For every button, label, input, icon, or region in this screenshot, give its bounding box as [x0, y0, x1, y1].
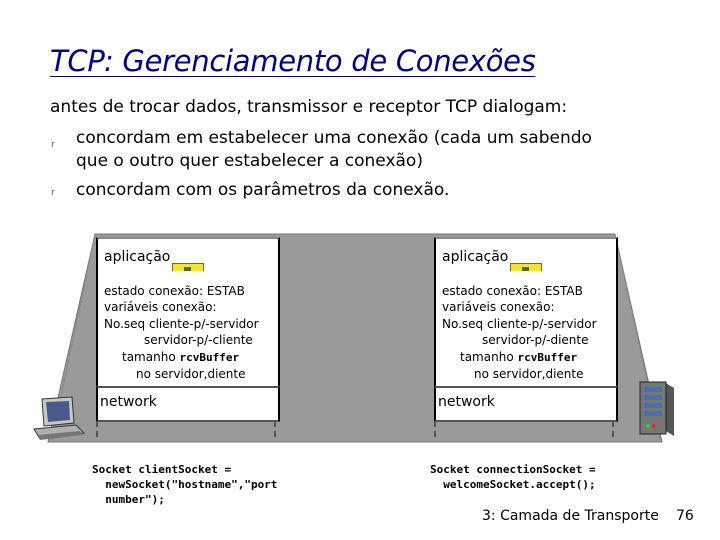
buffer-name: rcvBuffer [179, 351, 240, 364]
page-title: TCP: Gerenciamento de Conexões [50, 44, 536, 78]
tower-bay [644, 411, 662, 416]
client-link-left [96, 421, 99, 437]
client-network-layer [96, 386, 280, 422]
buffer-line [122, 349, 302, 367]
code-line: number"); [92, 493, 165, 506]
client-app-label: aplicação [104, 249, 171, 265]
state-line: estado conexão: ESTAB [442, 284, 583, 298]
tower-bay [644, 403, 662, 408]
server-state-layer [434, 271, 618, 386]
code-line: Socket clientSocket = [92, 463, 232, 476]
intro-text: antes de trocar dados, transmissor e receptor TCP dialogam: [50, 97, 568, 117]
state-line: No.seq cliente-p/-servidor [104, 317, 259, 331]
state-line: variáveis conexão: [104, 300, 217, 314]
state-line: No.seq cliente-p/-servidor [442, 317, 597, 331]
status-led [652, 424, 656, 428]
state-line: servidor-p/-cliente [144, 333, 253, 347]
buffer-line [460, 349, 640, 367]
server-app-label: aplicação [442, 249, 509, 265]
server-tower-icon [634, 378, 684, 440]
desktop-computer-icon [30, 395, 90, 445]
code-line: newSocket("hostname","port [92, 478, 278, 491]
code-line: welcomeSocket.accept(); [430, 478, 596, 491]
buffer-prefix: tamanho [460, 350, 514, 364]
buffer-name: rcvBuffer [517, 351, 578, 364]
server-network-layer [434, 386, 618, 422]
buffer-suffix: no servidor,diente [474, 367, 584, 381]
state-line: variáveis conexão: [442, 300, 555, 314]
client-network-label: network [100, 394, 157, 410]
bullet-marker: r [51, 188, 55, 198]
state-line: estado conexão: ESTAB [104, 284, 245, 298]
client-link-right [274, 421, 277, 437]
buffer-suffix: no servidor,diente [136, 367, 246, 381]
monitor-screen [46, 401, 70, 422]
server-link-left [434, 421, 437, 437]
code-line: Socket connectionSocket = [430, 463, 596, 476]
client-state-layer [96, 271, 280, 386]
server-link-right [612, 421, 615, 437]
bullet-1-line-2: que o outro quer estabelecer a conexão) [76, 151, 423, 171]
bullet-marker: r [51, 140, 55, 150]
footer-page-number: 76 [676, 508, 694, 524]
state-line: servidor-p/-diente [482, 333, 589, 347]
server-socket-code [430, 462, 596, 492]
bullet-2: concordam com os parâmetros da conexão. [76, 180, 450, 200]
status-led [646, 424, 650, 428]
server-network-label: network [438, 394, 495, 410]
footer-chapter: 3: Camada de Transporte [482, 508, 659, 524]
bullet-1-line-1: concordam em estabelecer uma conexão (cada um sabendo [76, 128, 592, 148]
client-socket-code [92, 462, 277, 507]
tower-bay [644, 387, 662, 392]
buffer-prefix: tamanho [122, 350, 176, 364]
tower-bay [644, 395, 662, 400]
